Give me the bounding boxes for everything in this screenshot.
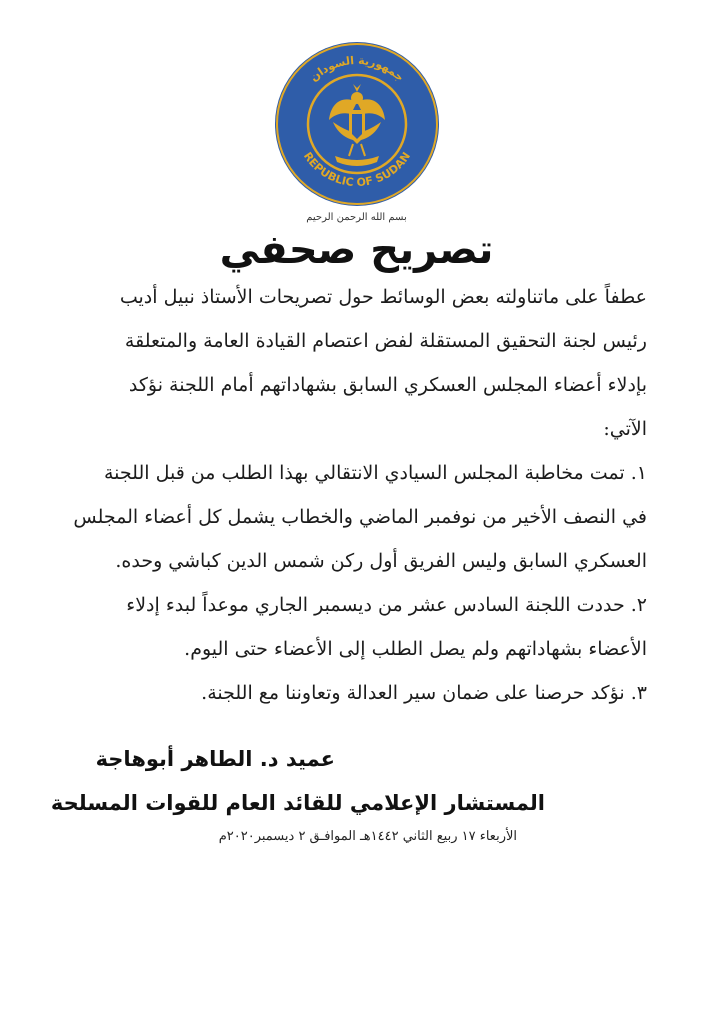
signatory-title: المستشار الإعلامي للقائد العام للقوات المسلحة (50, 791, 545, 815)
point-1-line: العسكري السابق وليس الفريق أول ركن شمس الدين كباشي وحده. (115, 550, 647, 572)
point-3-line: ٣. نؤكد حرصنا على ضمان سير العدالة وتعاوننا مع اللجنة. (201, 682, 647, 704)
seal-arabic-text: جمهورية السودان (307, 53, 407, 85)
seal-english-text: REPUBLIC OF SUDAN (300, 149, 414, 190)
intro-line: بإدلاء أعضاء المجلس العسكري السابق بشهاداتهم أمام اللجنة نؤكد (128, 374, 647, 396)
headline: تصريح صحفي (219, 227, 494, 273)
statement-date: الأربعاء ١٧ ربيع الثاني ١٤٤٢هـ الموافـق ٢ ديسمبر٢٠٢٠م (218, 829, 517, 844)
intro-line: الآتي: (603, 418, 647, 440)
basmala: بسم الله الرحمن الرحيم (306, 212, 407, 223)
point-2-line: ٢. حددت اللجنة السادس عشر من ديسمبر الجاري موعداً لبدء إدلاء (126, 594, 647, 616)
point-2-line: الأعضاء بشهاداتهم ولم يصل الطلب إلى الأعضاء حتى اليوم. (184, 638, 647, 660)
point-1-line: ١. تمت مخاطبة المجلس السيادي الانتقالي بهذا الطلب من قبل اللجنة (103, 462, 647, 484)
intro-line: رئيس لجنة التحقيق المستقلة لفض اعتصام القيادة العامة والمتعلقة (124, 330, 647, 352)
point-1-line: في النصف الأخير من نوفمبر الماضي والخطاب يشمل كل أعضاء المجلس (73, 506, 647, 528)
statement-body (57, 275, 647, 715)
intro-line: عطفاً على ماتناولته بعض الوسائط حول تصريحات الأستاذ نبيل أديب (119, 286, 647, 308)
republic-of-sudan-seal (273, 40, 441, 208)
signatory-name: عميد د. الطاهر أبوهاجة (95, 747, 335, 771)
